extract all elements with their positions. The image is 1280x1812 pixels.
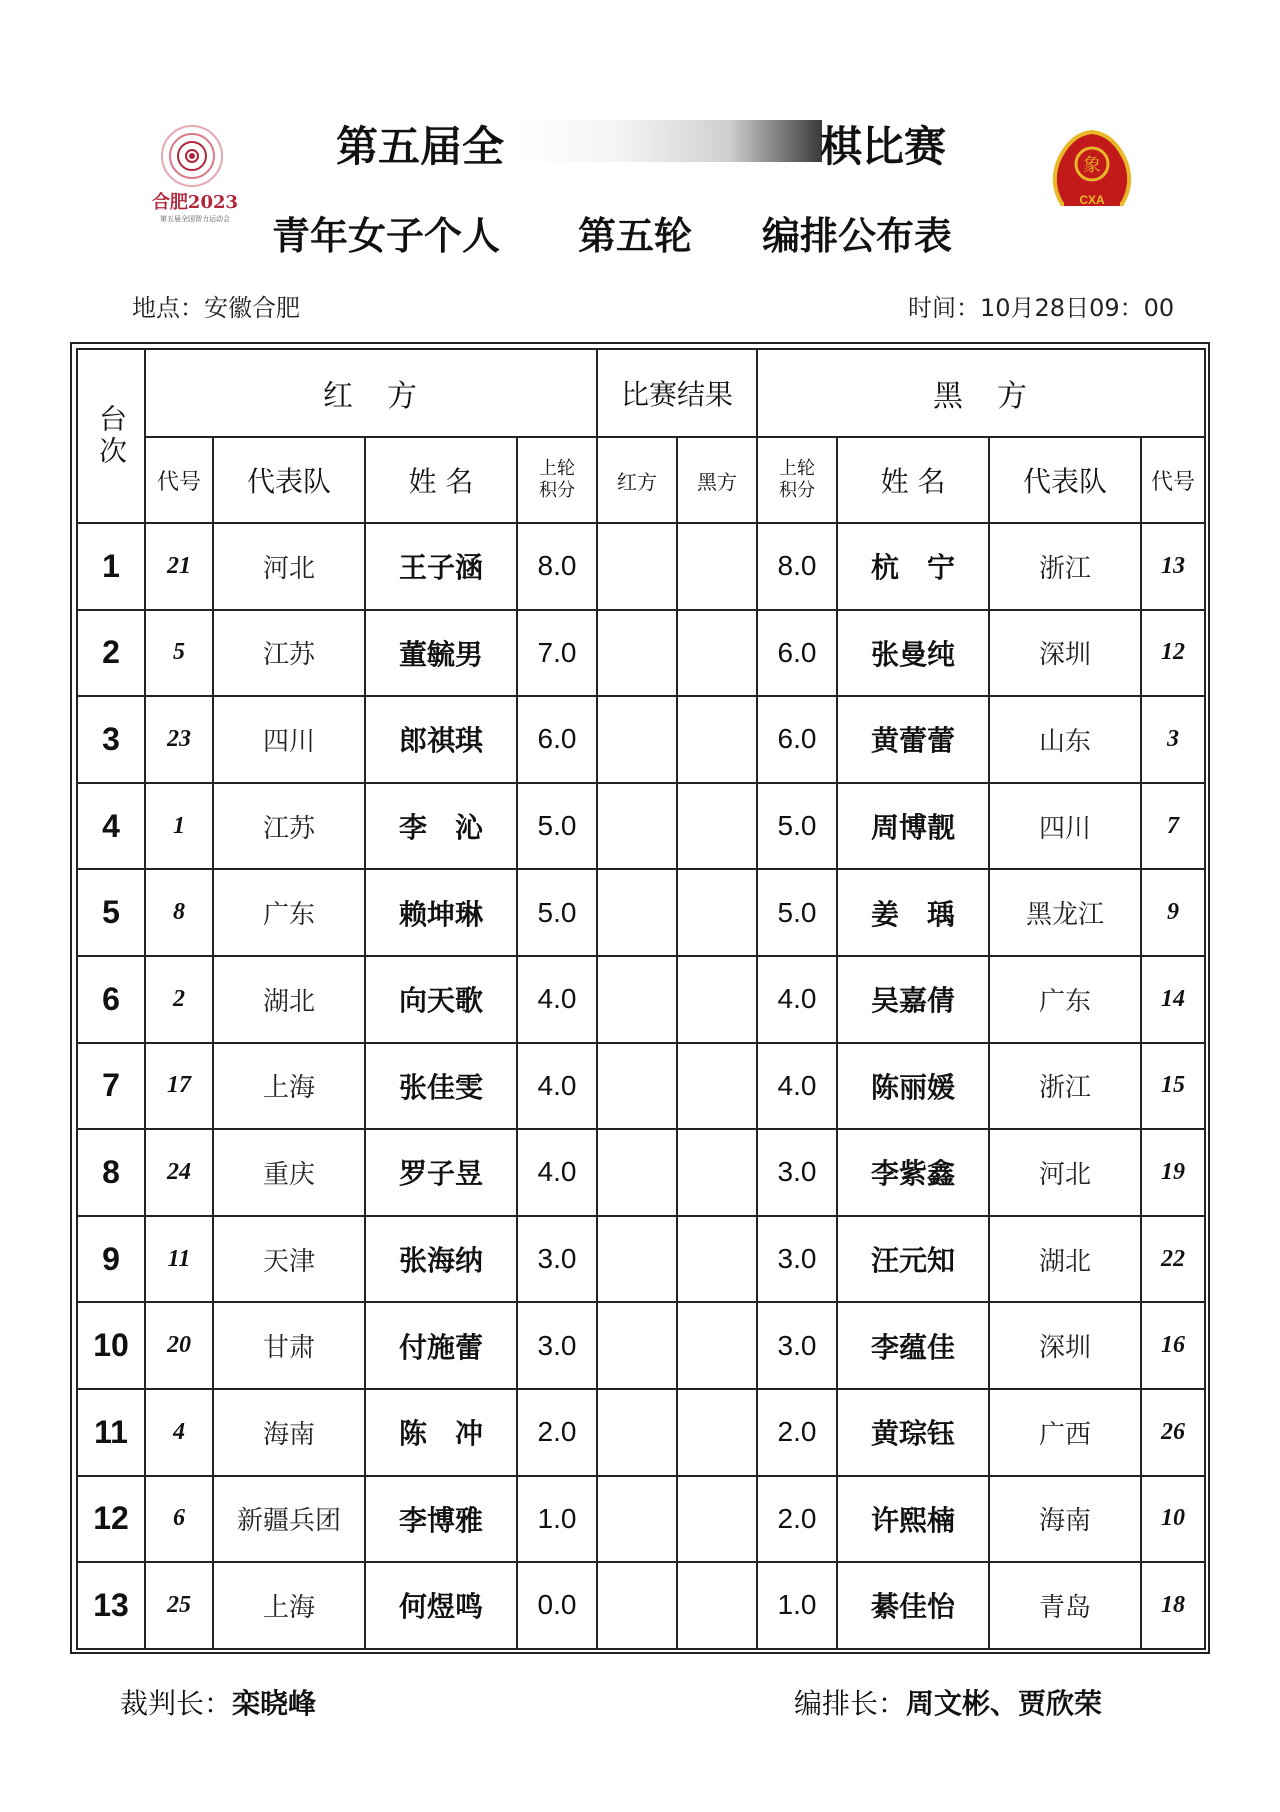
black-team: 黑龙江 — [989, 869, 1141, 956]
black-team: 河北 — [989, 1129, 1141, 1216]
black-code: 13 — [1141, 523, 1205, 610]
subtitle-round: 第五轮 — [578, 214, 693, 258]
result-black-cell — [677, 1216, 757, 1303]
black-prev-score: 4.0 — [757, 1043, 837, 1130]
result-red-cell — [597, 1129, 677, 1216]
header-black-prev-score — [757, 437, 837, 523]
title-redaction — [512, 120, 822, 162]
board-number: 12 — [77, 1476, 145, 1563]
header-red-side: 红 方 — [145, 349, 597, 437]
red-code: 24 — [145, 1129, 213, 1216]
black-team: 广西 — [989, 1389, 1141, 1476]
table-row — [77, 1389, 1205, 1476]
red-prev-score: 8.0 — [517, 523, 597, 610]
result-black-cell — [677, 1043, 757, 1130]
board-number: 4 — [77, 783, 145, 870]
page-title — [300, 110, 960, 170]
result-red-cell — [597, 1562, 677, 1649]
games-emblem-icon — [152, 122, 232, 192]
red-team: 上海 — [213, 1562, 365, 1649]
black-player: 綦佳怡 — [837, 1562, 989, 1649]
red-code: 4 — [145, 1389, 213, 1476]
pairing-table — [76, 348, 1206, 1650]
red-team: 海南 — [213, 1389, 365, 1476]
result-black-cell — [677, 783, 757, 870]
title-left: 第五届全 — [336, 122, 505, 171]
black-prev-score: 2.0 — [757, 1476, 837, 1563]
black-player: 黄蕾蕾 — [837, 696, 989, 783]
red-code: 2 — [145, 956, 213, 1043]
black-prev-score: 1.0 — [757, 1562, 837, 1649]
pairing-table-frame — [70, 342, 1210, 1654]
red-team: 四川 — [213, 696, 365, 783]
header-black-name: 姓 名 — [837, 437, 989, 523]
result-black-cell — [677, 869, 757, 956]
black-team: 湖北 — [989, 1216, 1141, 1303]
result-red-cell — [597, 696, 677, 783]
red-prev-score: 6.0 — [517, 696, 597, 783]
board-number: 6 — [77, 956, 145, 1043]
chief-arranger — [794, 1682, 1102, 1722]
black-code: 16 — [1141, 1302, 1205, 1389]
table-row — [77, 1562, 1205, 1649]
table-row — [77, 956, 1205, 1043]
black-prev-score: 8.0 — [757, 523, 837, 610]
header-black-code: 代号 — [1141, 437, 1205, 523]
result-red-cell — [597, 1216, 677, 1303]
table-row — [77, 1043, 1205, 1130]
red-team: 广东 — [213, 869, 365, 956]
red-code: 11 — [145, 1216, 213, 1303]
red-player: 何煜鸣 — [365, 1562, 517, 1649]
result-red-cell — [597, 610, 677, 697]
black-player: 吴嘉倩 — [837, 956, 989, 1043]
result-black-cell — [677, 523, 757, 610]
header-red-name: 姓 名 — [365, 437, 517, 523]
result-red-cell — [597, 1389, 677, 1476]
result-red-cell — [597, 1302, 677, 1389]
black-prev-score: 5.0 — [757, 869, 837, 956]
black-team: 山东 — [989, 696, 1141, 783]
subtitle-doc: 编排公布表 — [762, 214, 953, 258]
red-player: 罗子昱 — [365, 1129, 517, 1216]
subtitle-group: 青年女子个人 — [272, 214, 501, 258]
red-code: 1 — [145, 783, 213, 870]
title-right: 棋比赛 — [820, 122, 947, 171]
table-row — [77, 1216, 1205, 1303]
red-code: 20 — [145, 1302, 213, 1389]
result-red-cell — [597, 1043, 677, 1130]
result-black-cell — [677, 696, 757, 783]
black-prev-score: 6.0 — [757, 610, 837, 697]
black-code: 19 — [1141, 1129, 1205, 1216]
board-number: 10 — [77, 1302, 145, 1389]
result-red-cell — [597, 523, 677, 610]
black-prev-score: 4.0 — [757, 956, 837, 1043]
prev-score-label: 上轮积分 — [539, 457, 575, 501]
red-player: 赖坤琳 — [365, 869, 517, 956]
referee-name: 栾晓峰 — [232, 1687, 317, 1720]
header-black-team: 代表队 — [989, 437, 1141, 523]
black-prev-score: 3.0 — [757, 1216, 837, 1303]
red-code: 8 — [145, 869, 213, 956]
header-black-side: 黑 方 — [757, 349, 1205, 437]
red-player: 向天歌 — [365, 956, 517, 1043]
header-red-team: 代表队 — [213, 437, 365, 523]
header-red-code: 代号 — [145, 437, 213, 523]
games-logo — [140, 122, 250, 230]
red-team: 新疆兵团 — [213, 1476, 365, 1563]
black-code: 14 — [1141, 956, 1205, 1043]
result-black-cell — [677, 1302, 757, 1389]
header-result-red: 红方 — [597, 437, 677, 523]
black-player: 李蕴佳 — [837, 1302, 989, 1389]
board-number: 5 — [77, 869, 145, 956]
black-team: 青岛 — [989, 1562, 1141, 1649]
seal-text: CXA — [1079, 193, 1105, 207]
red-player: 张海纳 — [365, 1216, 517, 1303]
table-row — [77, 869, 1205, 956]
red-team: 天津 — [213, 1216, 365, 1303]
pairing-rows — [77, 523, 1205, 1649]
prev-score-label: 上轮积分 — [779, 457, 816, 501]
result-black-cell — [677, 1562, 757, 1649]
black-team: 深圳 — [989, 1302, 1141, 1389]
red-prev-score: 1.0 — [517, 1476, 597, 1563]
black-prev-score: 5.0 — [757, 783, 837, 870]
black-code: 26 — [1141, 1389, 1205, 1476]
red-team: 江苏 — [213, 783, 365, 870]
red-player: 李博雅 — [365, 1476, 517, 1563]
chief-referee — [120, 1682, 316, 1722]
red-player: 王子涵 — [365, 523, 517, 610]
black-code: 15 — [1141, 1043, 1205, 1130]
board-number: 1 — [77, 523, 145, 610]
red-prev-score: 4.0 — [517, 956, 597, 1043]
red-prev-score: 5.0 — [517, 869, 597, 956]
black-team: 四川 — [989, 783, 1141, 870]
red-team: 河北 — [213, 523, 365, 610]
board-number: 9 — [77, 1216, 145, 1303]
time: 时间：10月28日09：00 — [908, 294, 1175, 322]
referee-label: 裁判长： — [120, 1687, 233, 1720]
header-board: 台次 — [77, 349, 145, 523]
black-team: 深圳 — [989, 610, 1141, 697]
table-row — [77, 523, 1205, 610]
table-row — [77, 1129, 1205, 1216]
red-code: 23 — [145, 696, 213, 783]
black-player: 李紫鑫 — [837, 1129, 989, 1216]
black-code: 10 — [1141, 1476, 1205, 1563]
table-row — [77, 696, 1205, 783]
table-row — [77, 783, 1205, 870]
table-row — [77, 1476, 1205, 1563]
black-code: 7 — [1141, 783, 1205, 870]
svg-text:象: 象 — [1083, 155, 1101, 176]
result-red-cell — [597, 1476, 677, 1563]
board-number: 8 — [77, 1129, 145, 1216]
red-team: 上海 — [213, 1043, 365, 1130]
black-player: 许熙楠 — [837, 1476, 989, 1563]
black-code: 9 — [1141, 869, 1205, 956]
black-code: 12 — [1141, 610, 1205, 697]
red-code: 17 — [145, 1043, 213, 1130]
black-prev-score: 6.0 — [757, 696, 837, 783]
black-prev-score: 2.0 — [757, 1389, 837, 1476]
page-subtitle — [260, 205, 1020, 258]
black-team: 浙江 — [989, 1043, 1141, 1130]
board-number: 3 — [77, 696, 145, 783]
result-red-cell — [597, 783, 677, 870]
black-team: 广东 — [989, 956, 1141, 1043]
result-black-cell — [677, 1129, 757, 1216]
red-team: 甘肃 — [213, 1302, 365, 1389]
table-row — [77, 610, 1205, 697]
result-black-cell — [677, 610, 757, 697]
red-player: 张佳雯 — [365, 1043, 517, 1130]
board-number: 11 — [77, 1389, 145, 1476]
arranger-label: 编排长： — [794, 1687, 907, 1720]
board-number: 13 — [77, 1562, 145, 1649]
location: 地点：安徽合肥 — [132, 294, 300, 322]
black-team: 海南 — [989, 1476, 1141, 1563]
red-prev-score: 2.0 — [517, 1389, 597, 1476]
result-red-cell — [597, 869, 677, 956]
black-code: 3 — [1141, 696, 1205, 783]
black-player: 姜 瑀 — [837, 869, 989, 956]
red-prev-score: 3.0 — [517, 1216, 597, 1303]
arranger-names: 周文彬、贾欣荣 — [906, 1687, 1103, 1720]
header-red-prev-score — [517, 437, 597, 523]
result-black-cell — [677, 1476, 757, 1563]
red-code: 6 — [145, 1476, 213, 1563]
logo-caption: 第五届全国智力运动会 — [160, 215, 230, 223]
red-prev-score: 3.0 — [517, 1302, 597, 1389]
black-player: 周博靓 — [837, 783, 989, 870]
board-number: 7 — [77, 1043, 145, 1130]
red-prev-score: 0.0 — [517, 1562, 597, 1649]
black-prev-score: 3.0 — [757, 1302, 837, 1389]
red-team: 重庆 — [213, 1129, 365, 1216]
result-black-cell — [677, 1389, 757, 1476]
black-code: 18 — [1141, 1562, 1205, 1649]
red-prev-score: 5.0 — [517, 783, 597, 870]
red-player: 郎祺琪 — [365, 696, 517, 783]
result-black-cell — [677, 956, 757, 1043]
black-team: 浙江 — [989, 523, 1141, 610]
red-code: 21 — [145, 523, 213, 610]
red-prev-score: 4.0 — [517, 1043, 597, 1130]
red-player: 付施蕾 — [365, 1302, 517, 1389]
table-row — [77, 1302, 1205, 1389]
red-player: 董毓男 — [365, 610, 517, 697]
red-prev-score: 4.0 — [517, 1129, 597, 1216]
black-player: 黄琮钰 — [837, 1389, 989, 1476]
header-result-black: 黑方 — [677, 437, 757, 523]
red-player: 陈 冲 — [365, 1389, 517, 1476]
black-player: 杭 宁 — [837, 523, 989, 610]
black-prev-score: 3.0 — [757, 1129, 837, 1216]
red-player: 李 沁 — [365, 783, 517, 870]
black-player: 陈丽媛 — [837, 1043, 989, 1130]
red-code: 5 — [145, 610, 213, 697]
black-player: 汪元知 — [837, 1216, 989, 1303]
result-red-cell — [597, 956, 677, 1043]
cxa-seal-icon — [1040, 124, 1144, 218]
board-number: 2 — [77, 610, 145, 697]
red-prev-score: 7.0 — [517, 610, 597, 697]
red-team: 江苏 — [213, 610, 365, 697]
red-code: 25 — [145, 1562, 213, 1649]
cxa-seal — [1040, 124, 1144, 218]
logo-year: 合肥2023 — [151, 192, 239, 213]
header-result: 比赛结果 — [597, 349, 757, 437]
black-player: 张曼纯 — [837, 610, 989, 697]
black-code: 22 — [1141, 1216, 1205, 1303]
red-team: 湖北 — [213, 956, 365, 1043]
